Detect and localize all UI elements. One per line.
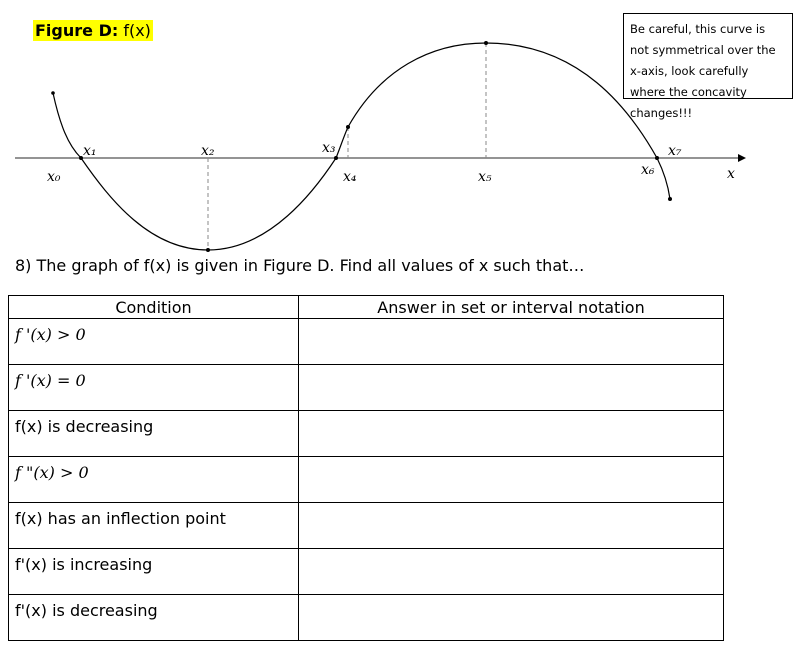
function-curve xyxy=(53,43,670,250)
table-row xyxy=(9,595,724,641)
answer-cell[interactable] xyxy=(299,365,724,411)
table-row xyxy=(9,457,724,503)
point-x3 xyxy=(334,156,338,160)
point-x4 xyxy=(346,125,350,129)
point-x2 xyxy=(206,248,210,252)
table-row xyxy=(9,411,724,457)
label-x1: x₁ xyxy=(83,143,97,159)
condition-cell: f(x) has an inflection point xyxy=(9,503,299,549)
answer-cell[interactable] xyxy=(299,411,724,457)
header-condition: Condition xyxy=(9,296,299,319)
condition-cell: f '(x) > 0 xyxy=(9,319,299,365)
point-start xyxy=(51,91,55,95)
header-answer: Answer in set or interval notation xyxy=(299,296,724,319)
table-row xyxy=(9,365,724,411)
label-x2: x₂ xyxy=(201,143,215,159)
label-x5: x₅ xyxy=(478,169,492,185)
x-axis-label: x xyxy=(727,166,735,182)
x-axis-arrow-icon xyxy=(738,154,746,162)
condition-cell: f '(x) = 0 xyxy=(9,365,299,411)
answer-cell[interactable] xyxy=(299,319,724,365)
figure-function: f(x) xyxy=(118,21,151,40)
answer-cell[interactable] xyxy=(299,549,724,595)
table-header-row xyxy=(9,296,724,319)
question-text: 8) The graph of f(x) is given in Figure D. Find all values of x such that… xyxy=(15,256,585,275)
answer-cell[interactable] xyxy=(299,503,724,549)
label-x7: x₇ xyxy=(668,143,682,159)
point-x5 xyxy=(484,41,488,45)
conditions-table xyxy=(8,295,724,641)
label-x3: x₃ xyxy=(322,140,336,156)
condition-cell: f'(x) is decreasing xyxy=(9,595,299,641)
condition-cell: f(x) is decreasing xyxy=(9,411,299,457)
function-graph xyxy=(0,0,805,255)
label-x6: x₆ xyxy=(641,162,655,178)
point-end xyxy=(668,197,672,201)
table-row xyxy=(9,319,724,365)
table-row xyxy=(9,549,724,595)
figure-label: Figure D: xyxy=(35,21,119,40)
condition-cell: f "(x) > 0 xyxy=(9,457,299,503)
table-row xyxy=(9,503,724,549)
label-x0: x₀ xyxy=(47,169,61,185)
answer-cell[interactable] xyxy=(299,457,724,503)
note-text: Be careful, this curve is not symmetrical over the x-axis, look carefully where the concavity changes!!! xyxy=(630,22,776,120)
condition-cell: f'(x) is increasing xyxy=(9,549,299,595)
answer-cell[interactable] xyxy=(299,595,724,641)
point-x6 xyxy=(655,156,659,160)
label-x4: x₄ xyxy=(343,169,357,185)
